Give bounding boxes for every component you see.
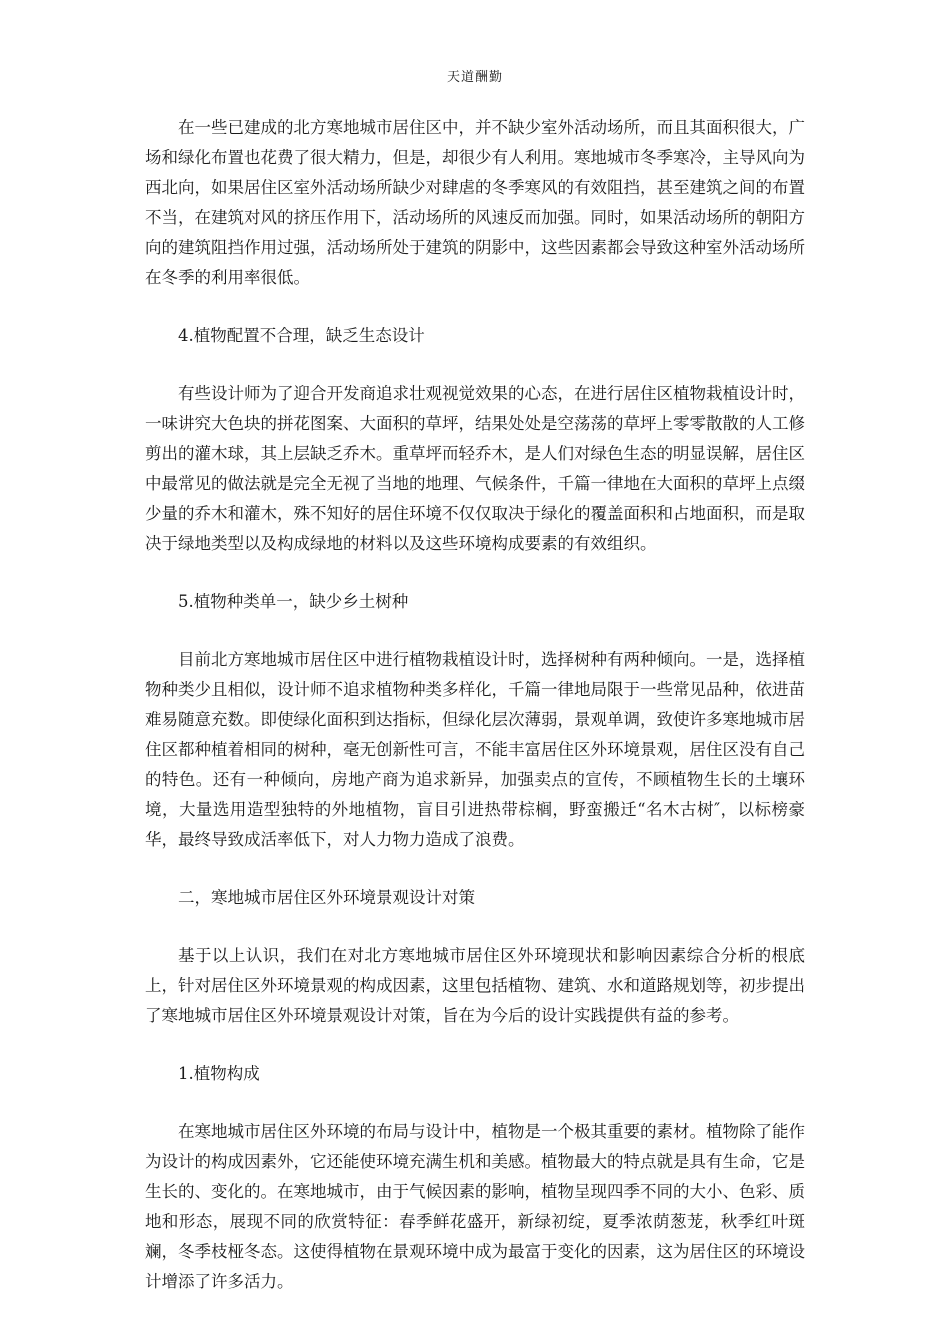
paragraph-plant-configuration: 有些设计师为了迎合开发商追求壮观视觉效果的心态，在进行居住区植物栽植设计时，一味讲究大色块的拼花图案、大面积的草坪，结果处处是空荡荡的草坪上零零散散的人工修剪出的灌木球，其上层缺乏乔木。重草坪而轻乔木，是人们对绿色生态的明显误解，居住区中最常见的做法就是完全无视了当地的地理、气候条件，千篇一律地在大面积的草坪上点缀少量的乔木和灌木，殊不知好的居住环境不仅仅取决于绿化的覆盖面积和占地面积，而是取决于绿地类型以及构成绿地的材料以及这些环境构成要素的有效组织。 [145, 384, 805, 553]
page-header: 天道酬勤 [446, 70, 503, 85]
document-body [145, 113, 805, 1325]
section-heading-strategies: 二，寒地城市居住区外环境景观设计对策 [178, 888, 475, 907]
paragraph-plant-species: 目前北方寒地城市居住区中进行植物栽植设计时，选择树种有两种倾向。一是，选择植物种类少且相似，设计师不追求植物种类多样化，千篇一律地局限于一些常见品种，依进苗难易随意充数。即使绿化面积到达指标，但绿化层次薄弱，景观单调，致使许多寒地城市居住区都种植着相同的树种，毫无创新性可言，不能丰富居住区外环境景观，居住区没有自己的特色。还有一种倾向，房地产商为追求新异，加强卖点的宣传，不顾植物生长的土壤环境，大量选用造型独特的外地植物，盲目引进热带棕榈，野蛮搬迁“名木古树″，以标榜豪华，最终导致成活率低下，对人力物力造成了浪费。 [145, 650, 805, 849]
section-heading-4: 4.植物配置不合理，缺乏生态设计 [178, 326, 425, 345]
paragraph-plant-composition: 在寒地城市居住区外环境的布局与设计中，植物是一个极其重要的素材。植物除了能作为设计的构成因素外，它还能使环境充满生机和美感。植物最大的特点就是具有生命，它是生长的、变化的。在寒地城市，由于气候因素的影响，植物呈现四季不同的大小、色彩、质地和形态，展现不同的欣赏特征：春季鲜花盛开，新绿初绽，夏季浓荫葱茏，秋季红叶斑斓，冬季枝桠冬态。这使得植物在景观环境中成为最富于变化的因素，这为居住区的环境设计增添了许多活力。 [145, 1122, 805, 1291]
section-heading-5: 5.植物种类单一，缺少乡土树种 [178, 592, 409, 611]
section-heading-1: 1.植物构成 [178, 1064, 260, 1083]
paragraph-outdoor-space: 在一些已建成的北方寒地城市居住区中，并不缺少室外活动场所，而且其面积很大，广场和绿化布置也花费了很大精力，但是，却很少有人利用。寒地城市冬季寒冷，主导风向为西北向，如果居住区室外活动场所缺少对肆虐的冬季寒风的有效阻挡，甚至建筑之间的布置不当，在建筑对风的挤压作用下，活动场所的风速反而加强。同时，如果活动场所的朝阳方向的建筑阻挡作用过强，活动场所处于建筑的阴影中，这些因素都会导致这种室外活动场所在冬季的利用率很低。 [145, 118, 805, 287]
paragraph-strategies-intro: 基于以上认识，我们在对北方寒地城市居住区外环境现状和影响因素综合分析的根底上，针对居住区外环境景观的构成因素，这里包括植物、建筑、水和道路规划等，初步提出了寒地城市居住区外环境景观设计对策，旨在为今后的设计实践提供有益的参考。 [145, 946, 805, 1025]
